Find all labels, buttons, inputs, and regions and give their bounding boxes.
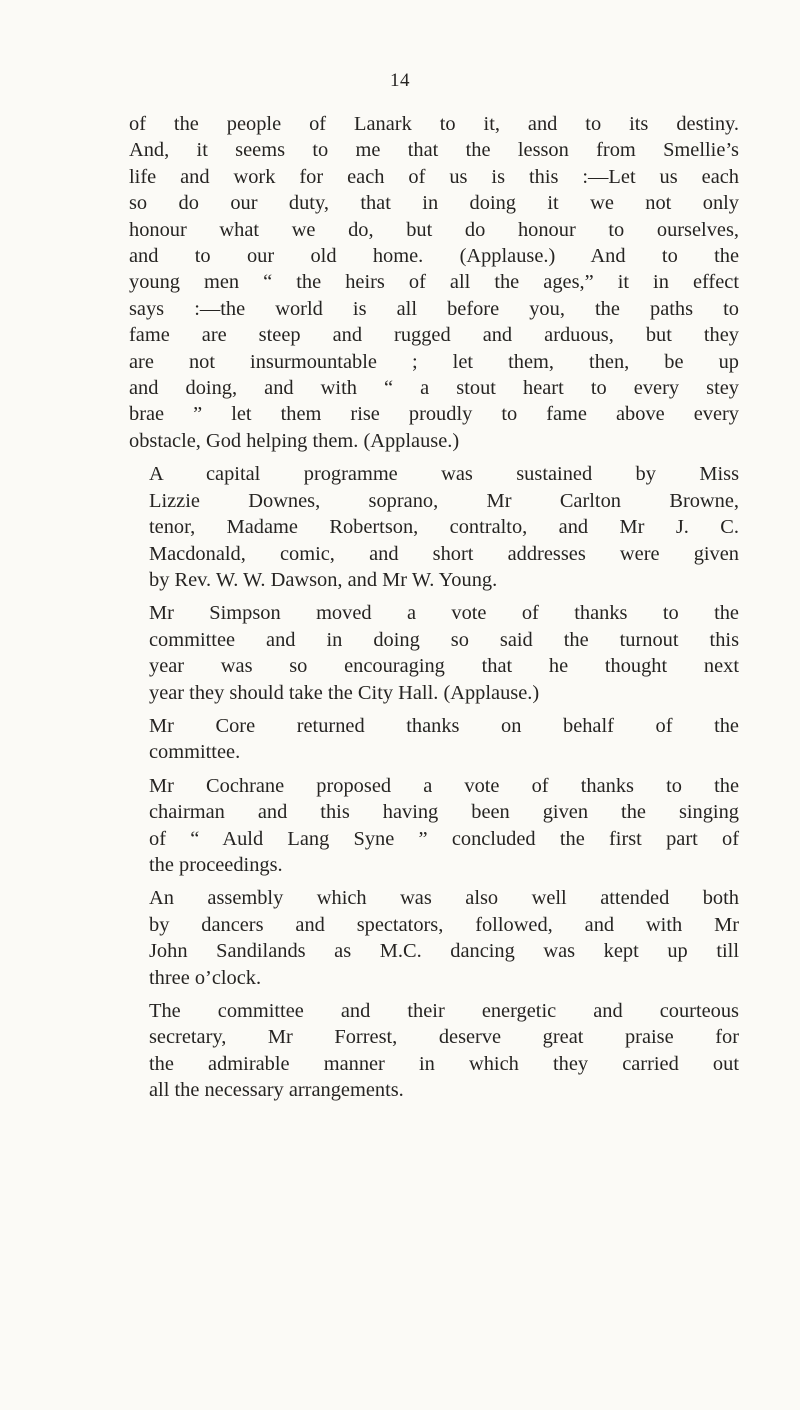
text-line: are not insurmountable ; let them, then, be up <box>129 350 739 373</box>
paragraph <box>129 713 739 766</box>
text-line: of the people of Lanark to it, and to its destiny. <box>129 113 739 135</box>
text-line: obstacle, God helping them. (Applause.) <box>129 429 460 452</box>
text-line: The committee and their energetic and courteous <box>149 1000 739 1022</box>
text-line: Lizzie Downes, soprano, Mr Carlton Browne, <box>149 489 739 512</box>
text-line: Macdonald, comic, and short addresses were given <box>149 542 739 565</box>
paragraph <box>129 885 739 991</box>
text-line: Mr Cochrane proposed a vote of thanks to the <box>149 774 739 797</box>
text-line: says :—the world is all before you, the paths to <box>129 297 739 320</box>
text-line: and doing, and with “ a stout heart to every stey <box>129 377 739 400</box>
text-line: honour what we do, but do honour to ourselves, <box>129 218 739 241</box>
text-line: the proceedings. <box>149 853 283 876</box>
body-text <box>129 111 739 1111</box>
text-line: year they should take the City Hall. (Applause.) <box>149 681 540 704</box>
text-line: committee and in doing so said the turnout this <box>149 628 739 651</box>
text-line: An assembly which was also well attended both <box>149 887 739 910</box>
text-line: of “ Auld Lang Syne ” concluded the first part of <box>149 827 739 850</box>
text-line: chairman and this having been given the singing <box>149 801 739 824</box>
page-number: 14 <box>390 70 410 91</box>
text-line: life and work for each of us is this :—Let us each <box>129 165 739 188</box>
text-line: year was so encouraging that he thought next <box>149 655 739 678</box>
paragraph <box>129 111 739 454</box>
text-line: so do our duty, that in doing it we not only <box>129 192 739 215</box>
text-line: by Rev. W. W. Dawson, and Mr W. Young. <box>149 568 498 591</box>
text-line: secretary, Mr Forrest, deserve great praise for <box>149 1026 739 1049</box>
text-line: three o’clock. <box>149 966 262 989</box>
text-line: A capital programme was sustained by Miss <box>149 463 739 486</box>
paragraph <box>129 998 739 1104</box>
text-line: by dancers and spectators, followed, and with Mr <box>149 913 739 936</box>
paragraph <box>129 773 739 879</box>
text-line: brae ” let them rise proudly to fame above every <box>129 403 739 426</box>
text-line: all the necessary arrangements. <box>149 1079 404 1102</box>
paragraph <box>129 461 739 593</box>
text-line: fame are steep and rugged and arduous, but they <box>129 324 739 347</box>
text-line: young men “ the heirs of all the ages,” it in effect <box>129 271 739 294</box>
text-line: and to our old home. (Applause.) And to the <box>129 245 739 268</box>
text-line: tenor, Madame Robertson, contralto, and Mr J. C. <box>149 516 739 539</box>
text-line: the admirable manner in which they carried out <box>149 1052 739 1075</box>
text-line: Mr Core returned thanks on behalf of the <box>149 714 739 737</box>
paragraph <box>129 600 739 706</box>
text-line: John Sandilands as M.C. dancing was kept up till <box>149 940 739 963</box>
text-line: committee. <box>149 741 241 764</box>
text-line: Mr Simpson moved a vote of thanks to the <box>149 602 739 625</box>
text-line: And, it seems to me that the lesson from Smellie’s <box>129 139 739 162</box>
